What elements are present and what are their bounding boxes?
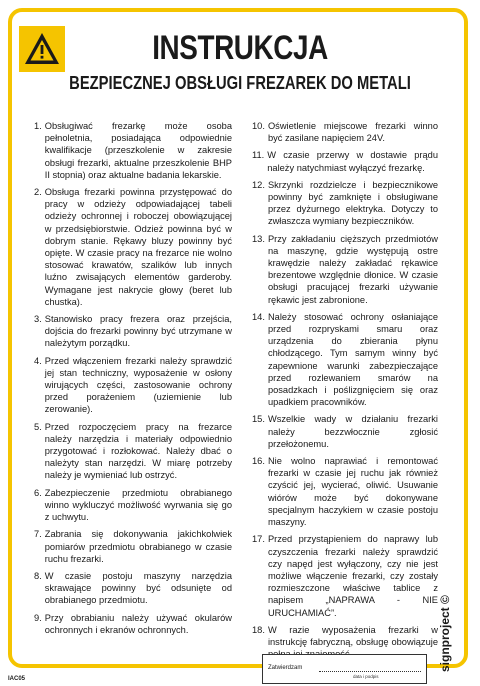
instruction-text: Przed rozpoczęciem pracy na frezarce należy narzędzia i materiały odpowiednio przygotować i rozłokować. Należy dbać o należyty stan narzędzi. W miarę potrzeby należy je wymieniać lub ostrzyć. [44, 421, 232, 481]
instruction-item [34, 313, 232, 350]
instruction-item [252, 533, 438, 618]
instruction-item [34, 528, 232, 565]
instruction-number: 8. [34, 570, 42, 581]
instruction-item [34, 186, 232, 308]
instruction-text: Stanowisko pracy frezera oraz przejścia, dojścia do frezarki powinny być utrzymane w należytym porządku. [44, 314, 232, 349]
instruction-number: 12. [252, 179, 265, 190]
instruction-item [34, 421, 232, 482]
instruction-number: 5. [34, 421, 42, 432]
instruction-number: 7. [34, 529, 42, 540]
instruction-number: 14. [252, 311, 265, 322]
instruction-text: Obsługiwać frezarkę może osoba pełnoletnia, posiadająca odpowiednie kwalifikacje (przeszkolenie w zakresie obsługi frezarki, aktualne przeszkolenie BHP II stopnia) oraz aktualne badania lekarskie. [44, 121, 232, 180]
instruction-number: 15. [252, 414, 265, 425]
instruction-item [34, 487, 232, 524]
instruction-number: 6. [34, 487, 42, 498]
instruction-number: 16. [252, 456, 265, 467]
instruction-item [34, 612, 232, 636]
approval-label: Zatwierdzam [268, 665, 303, 671]
brand-label: signproject © [438, 595, 452, 672]
instruction-item [34, 120, 232, 181]
instruction-text: Należy stosować ochrony osłaniające przed rozpryskami smaru oraz urządzenia do zbierania płynu chłodzącego. Tym samym winny być zapewnione warunki zabezpieczające przed rozlewaniem smarów na posadzkach i poślizgnięciem się oraz upadkiem pracowników. [267, 311, 438, 408]
instruction-text: Zabrania się dokonywania jakichkolwiek pomiarów przedmiotu obrabianego w czasie ruchu frezarki. [44, 529, 232, 564]
instruction-text: Skrzynki rozdzielcze i bezpiecznikowe powinny być zamknięte i obsługiwane przez dyżurnego elektryka. Dotyczy to zwłaszcza wymiany bezpieczników. [267, 179, 438, 227]
approval-caption: data i podpis [353, 674, 379, 679]
instruction-number: 3. [34, 314, 42, 325]
instruction-text: Wszelkie wady w działaniu frezarki należy bezzwłocznie zgłosić przełożonemu. [267, 414, 438, 449]
instruction-number: 4. [34, 355, 42, 366]
instruction-text: Nie wolno naprawiać i remontować frezarki w czasie jej ruchu jak również czyścić jej, wycierać, oliwić. Usuwanie wiórów może być dokonywane specjalnym haczykiem w czasie postoju maszyny. [267, 456, 438, 528]
instruction-number: 18. [252, 624, 265, 635]
approval-box [262, 654, 427, 684]
instruction-text: W czasie przerwy w dostawie prądu należy natychmiast wyłączyć frezarkę. [267, 150, 438, 173]
instruction-item [252, 120, 438, 144]
signature-line [319, 671, 421, 672]
instruction-text: W czasie postoju maszyny narzędzia skrawające powinny być odsunięte od obrabianego przedmiotu. [44, 570, 232, 606]
instruction-item [252, 233, 438, 306]
instruction-item [252, 179, 438, 228]
instruction-text: Przed włączeniem frezarki należy sprawdzić jej stan techniczny, wyposażenie w osłony wirujących części, zastosowanie ochrony przed porażeniem (uziemienie lub zerowanie). [44, 355, 232, 415]
page-title: INSTRUKCJA [152, 29, 328, 67]
instruction-item [34, 570, 232, 607]
instruction-item [252, 413, 438, 450]
instruction-number: 10. [252, 121, 265, 131]
instruction-item [34, 355, 232, 416]
instruction-text: Zabezpieczenie przedmiotu obrabianego winno wykluczyć możliwość wyrwania się go z uchwytu. [44, 487, 232, 523]
instruction-text: W razie wyposażenia frezarki w instrukcję fabryczną, obsługę obowiązuje [267, 624, 438, 647]
instruction-number: 1. [34, 121, 42, 131]
instruction-number: 2. [34, 187, 42, 198]
instruction-text: Oświetlenie miejscowe frezarki winno być zasilane napięciem 24V. [267, 121, 438, 144]
instructions-left-column [34, 120, 232, 641]
instruction-text: Przy obrabianiu należy używać okularów ochronnych i ekranów ochronnych. [44, 612, 232, 635]
instruction-item [252, 311, 438, 409]
instruction-number: 17. [252, 534, 265, 545]
instruction-text: Przy zakładaniu cięższych przedmiotów na maszynę, gdzie występują ostre krawędzie należy zakładać rękawice brezentowe względnie dłonice. W czasie obsługi pracującej frezarki używanie rękawic jest zabronione. [267, 233, 438, 305]
instruction-item [252, 149, 438, 173]
page-subtitle: BEZPIECZNEJ OBSŁUGI FREZAREK DO METALI [69, 73, 411, 93]
instruction-number: 11. [252, 150, 265, 161]
instruction-number: 9. [34, 612, 42, 623]
instruction-text: Przed przystąpieniem do naprawy lub czyszczenia frezarki należy sprawdzić czy napęd jest wyłączony, czy nie jest możliwe włączenie frezarki, czy zostały rozmieszczone właściwe tablice z napisem „NAPRAWA - NIE URUCHAMIAĆ”. [267, 534, 438, 618]
instruction-text: Obsługa frezarki powinna przystępować do pracy w odzieży odpowiadającej tabeli odzieży ochronnej i roboczej obowiązującej w przedsiębiorstwie. Odzież powinna być w dobrym stanie. Rękawy bluzy powinny być opięte. W czasie pracy na frezarce nie wolno stosować krawatów, szalików lub innych luźno zwisających elementów garderoby. Wymagane jest nakrycie głowy (beret lub chustka). [44, 187, 232, 307]
instruction-number: 13. [252, 233, 265, 244]
product-code: IAC05 [8, 676, 26, 682]
instructions-right-column [252, 120, 438, 665]
instruction-item [252, 455, 438, 528]
